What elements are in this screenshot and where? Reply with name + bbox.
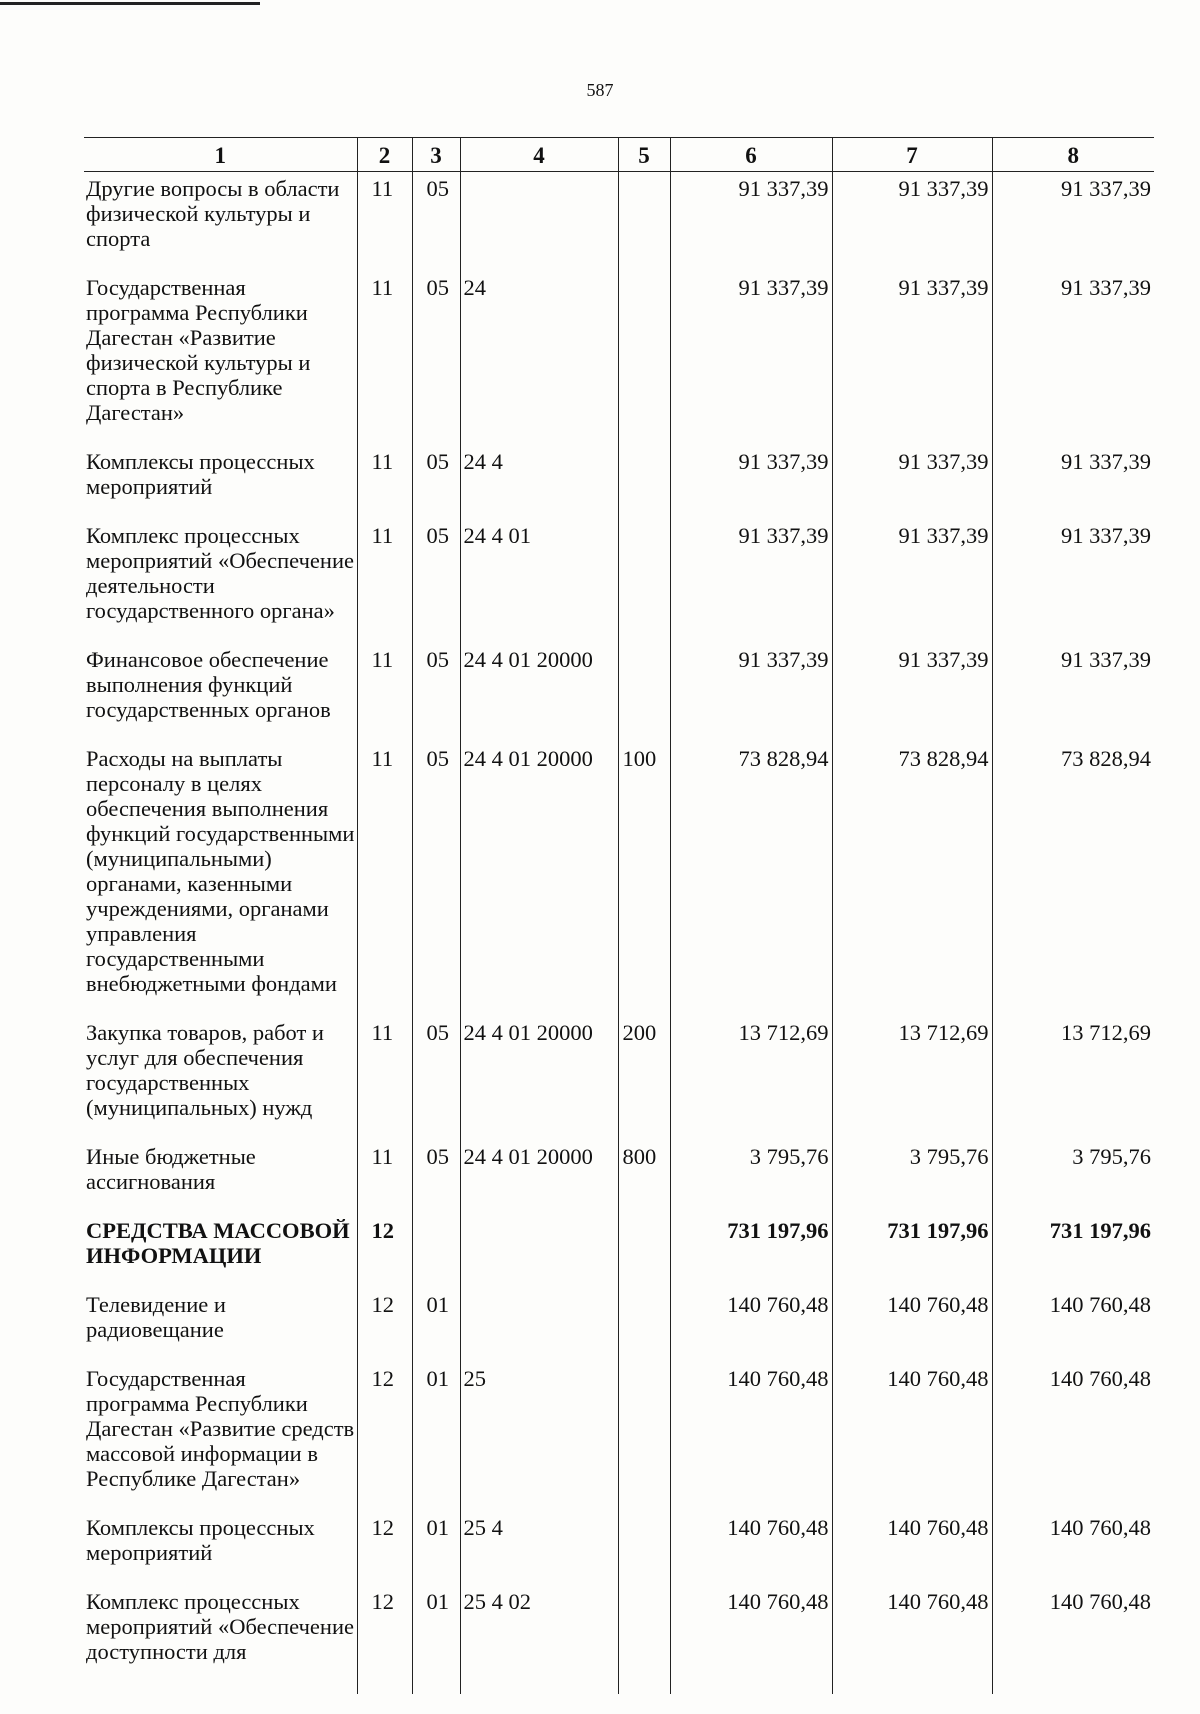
row-target-article: 25 4 02: [460, 1589, 618, 1694]
row-expense-type: [618, 1366, 670, 1515]
row-name: Телевидение и радиовещание: [86, 1292, 226, 1342]
page-number: 587: [586, 80, 614, 100]
row-amount-col6: 3 795,76: [670, 1144, 832, 1218]
row-name: Комплексы процессных мероприятий: [86, 1515, 315, 1565]
row-subsection-code: 01: [412, 1366, 460, 1515]
row-amount-col6: 91 337,39: [670, 449, 832, 523]
row-target-article: 25: [460, 1366, 618, 1515]
table-row: [84, 275, 1154, 449]
row-section-code: 12: [357, 1515, 412, 1589]
row-section-code: 12: [357, 1292, 412, 1366]
row-target-article: 24 4 01 20000: [460, 746, 618, 1020]
row-name: Другие вопросы в области физической культуры и спорта: [86, 176, 340, 251]
row-section-code: 11: [357, 449, 412, 523]
row-name: Государственная программа Республики Дагестан «Развитие физической культуры и спорта в Республике Дагестан»: [86, 275, 311, 425]
row-amount-col6: 140 760,48: [670, 1589, 832, 1694]
row-expense-type: [618, 1292, 670, 1366]
row-amount-col8: 91 337,39: [992, 449, 1154, 523]
row-target-article: 24: [460, 275, 618, 449]
row-amount-col7: 91 337,39: [832, 449, 992, 523]
row-target-article: 24 4: [460, 449, 618, 523]
col-header-2: 2: [357, 138, 412, 172]
row-target-article: [460, 1218, 618, 1292]
row-amount-col7: 91 337,39: [832, 523, 992, 647]
table-row: [84, 1589, 1154, 1694]
col-header-3: 3: [412, 138, 460, 172]
row-amount-col8: 91 337,39: [992, 523, 1154, 647]
row-amount-col8: 91 337,39: [992, 647, 1154, 746]
row-name: Финансовое обеспечение выполнения функций государственных органов: [86, 647, 331, 722]
row-subsection-code: 05: [412, 1020, 460, 1144]
row-expense-type: [618, 449, 670, 523]
table-row: [84, 1515, 1154, 1589]
header-row: [84, 138, 1154, 172]
row-subsection-code: 01: [412, 1515, 460, 1589]
col-header-6: 6: [670, 138, 832, 172]
row-amount-col8: 91 337,39: [992, 275, 1154, 449]
row-amount-col6: 731 197,96: [670, 1218, 832, 1292]
row-amount-col8: 3 795,76: [992, 1144, 1154, 1218]
row-name: Закупка товаров, работ и услуг для обеспечения государственных (муниципальных) нужд: [86, 1020, 324, 1120]
row-target-article: 25 4: [460, 1515, 618, 1589]
table-row: [84, 746, 1154, 1020]
row-amount-col6: 91 337,39: [670, 647, 832, 746]
row-subsection-code: 05: [412, 449, 460, 523]
table-body: [84, 172, 1154, 1695]
row-section-code: 11: [357, 172, 412, 276]
row-subsection-code: 05: [412, 523, 460, 647]
budget-table: [84, 137, 1154, 1694]
row-section-code: 11: [357, 1020, 412, 1144]
row-subsection-code: 05: [412, 647, 460, 746]
row-name: Комплекс процессных мероприятий «Обеспечение доступности для: [86, 1589, 354, 1664]
row-expense-type: 100: [618, 746, 670, 1020]
table-row: [84, 1144, 1154, 1218]
row-expense-type: [618, 1589, 670, 1694]
row-name: Комплексы процессных мероприятий: [86, 449, 315, 499]
col-header-7: 7: [832, 138, 992, 172]
table-row: [84, 1292, 1154, 1366]
row-amount-col6: 91 337,39: [670, 172, 832, 276]
row-expense-type: [618, 172, 670, 276]
row-expense-type: [618, 1218, 670, 1292]
row-amount-col8: 140 760,48: [992, 1366, 1154, 1515]
row-subsection-code: 05: [412, 746, 460, 1020]
table-row: [84, 449, 1154, 523]
row-section-code: 11: [357, 746, 412, 1020]
row-target-article: 24 4 01 20000: [460, 1020, 618, 1144]
row-expense-type: 200: [618, 1020, 670, 1144]
row-section-code: 12: [357, 1366, 412, 1515]
row-amount-col8: 13 712,69: [992, 1020, 1154, 1144]
row-amount-col8: 140 760,48: [992, 1515, 1154, 1589]
row-section-code: 11: [357, 523, 412, 647]
row-name: Комплекс процессных мероприятий «Обеспечение деятельности государственного органа»: [86, 523, 354, 623]
table-row: [84, 1020, 1154, 1144]
row-expense-type: [618, 1515, 670, 1589]
col-header-1: 1: [84, 138, 357, 172]
row-name: Расходы на выплаты персоналу в целях обеспечения выполнения функций государственными (муниципальными) органами, казенными учреждениями, органами управления государственными внебюджетными фондами: [86, 746, 355, 996]
row-subsection-code: [412, 1218, 460, 1292]
row-amount-col7: 731 197,96: [832, 1218, 992, 1292]
col-header-8: 8: [992, 138, 1154, 172]
table-row: [84, 647, 1154, 746]
row-amount-col6: 13 712,69: [670, 1020, 832, 1144]
row-amount-col8: 91 337,39: [992, 172, 1154, 276]
row-amount-col8: 73 828,94: [992, 746, 1154, 1020]
row-expense-type: [618, 647, 670, 746]
row-target-article: 24 4 01 20000: [460, 647, 618, 746]
col-header-5: 5: [618, 138, 670, 172]
row-subsection-code: 01: [412, 1292, 460, 1366]
table-row: [84, 1218, 1154, 1292]
row-amount-col8: 140 760,48: [992, 1589, 1154, 1694]
row-subsection-code: 05: [412, 275, 460, 449]
row-subsection-code: 05: [412, 172, 460, 276]
row-amount-col8: 731 197,96: [992, 1218, 1154, 1292]
row-amount-col7: 140 760,48: [832, 1366, 992, 1515]
row-target-article: [460, 1292, 618, 1366]
table-row: [84, 172, 1154, 276]
row-amount-col7: 3 795,76: [832, 1144, 992, 1218]
row-amount-col7: 91 337,39: [832, 647, 992, 746]
row-subsection-code: 01: [412, 1589, 460, 1694]
row-target-article: 24 4 01 20000: [460, 1144, 618, 1218]
row-name: СРЕДСТВА МАССОВОЙ ИНФОРМАЦИИ: [86, 1218, 350, 1268]
top-rule: [0, 2, 260, 5]
row-amount-col6: 140 760,48: [670, 1515, 832, 1589]
row-amount-col7: 13 712,69: [832, 1020, 992, 1144]
table-row: [84, 1366, 1154, 1515]
row-expense-type: [618, 523, 670, 647]
row-amount-col7: 91 337,39: [832, 275, 992, 449]
row-section-code: 12: [357, 1218, 412, 1292]
row-amount-col6: 140 760,48: [670, 1366, 832, 1515]
row-amount-col7: 140 760,48: [832, 1589, 992, 1694]
row-section-code: 11: [357, 1144, 412, 1218]
col-header-4: 4: [460, 138, 618, 172]
row-section-code: 11: [357, 275, 412, 449]
row-amount-col7: 73 828,94: [832, 746, 992, 1020]
row-expense-type: 800: [618, 1144, 670, 1218]
row-name: Государственная программа Республики Дагестан «Развитие средств массовой информации в Республике Дагестан»: [86, 1366, 355, 1491]
row-subsection-code: 05: [412, 1144, 460, 1218]
row-section-code: 12: [357, 1589, 412, 1694]
row-section-code: 11: [357, 647, 412, 746]
row-target-article: [460, 172, 618, 276]
row-amount-col6: 140 760,48: [670, 1292, 832, 1366]
row-amount-col6: 91 337,39: [670, 275, 832, 449]
row-amount-col6: 91 337,39: [670, 523, 832, 647]
row-amount-col7: 140 760,48: [832, 1515, 992, 1589]
row-name: Иные бюджетные ассигнования: [86, 1144, 256, 1194]
row-amount-col7: 91 337,39: [832, 172, 992, 276]
row-target-article: 24 4 01: [460, 523, 618, 647]
row-expense-type: [618, 275, 670, 449]
row-amount-col8: 140 760,48: [992, 1292, 1154, 1366]
table-row: [84, 523, 1154, 647]
row-amount-col7: 140 760,48: [832, 1292, 992, 1366]
row-amount-col6: 73 828,94: [670, 746, 832, 1020]
